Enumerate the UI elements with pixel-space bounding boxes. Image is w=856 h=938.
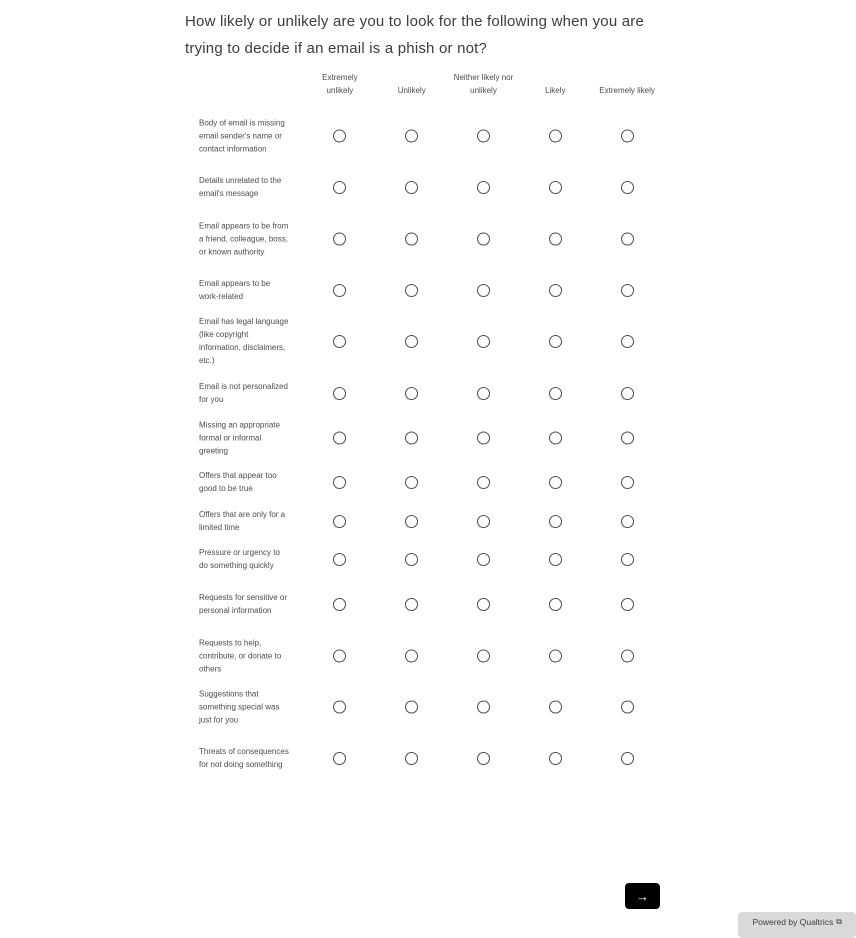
radio-cell[interactable]: [519, 328, 591, 354]
radio-cell[interactable]: [519, 643, 591, 669]
radio-cell[interactable]: [304, 469, 376, 495]
row-label: Requests for sensitive or personal information: [199, 593, 288, 615]
radio-button-icon[interactable]: [621, 335, 634, 348]
radio-button-icon[interactable]: [405, 233, 418, 246]
external-link-icon: ⧉: [836, 917, 842, 926]
radio-cell[interactable]: [591, 328, 663, 354]
radio-cell[interactable]: [448, 546, 520, 572]
column-header-unlikely: Unlikely: [397, 86, 426, 95]
radio-button-icon[interactable]: [477, 387, 490, 400]
radio-button-icon[interactable]: [549, 233, 562, 246]
radio-cell[interactable]: [591, 745, 663, 771]
radio-cell[interactable]: [304, 380, 376, 406]
radio-button-icon[interactable]: [621, 752, 634, 765]
next-button[interactable]: [625, 883, 660, 909]
row-label: Missing an appropriate formal or informal greeting: [199, 420, 280, 456]
column-header-extremely-unlikely: Extremely unlikely: [322, 73, 358, 95]
radio-button-icon[interactable]: [621, 181, 634, 194]
radio-cell[interactable]: [304, 328, 376, 354]
radio-button-icon[interactable]: [549, 130, 562, 143]
radio-cell[interactable]: [519, 508, 591, 534]
radio-button-icon[interactable]: [333, 233, 346, 246]
radio-cell[interactable]: [591, 277, 663, 303]
column-header-likely: Likely: [545, 86, 566, 95]
radio-cell[interactable]: [376, 277, 448, 303]
radio-cell[interactable]: [591, 546, 663, 572]
row-label: Offers that appear too good to be true: [199, 471, 277, 493]
radio-cell[interactable]: [304, 508, 376, 534]
radio-button-icon[interactable]: [477, 515, 490, 528]
matrix-row: [199, 508, 663, 534]
radio-button-icon[interactable]: [477, 650, 490, 663]
radio-cell[interactable]: [519, 745, 591, 771]
radio-cell[interactable]: [591, 469, 663, 495]
row-label: Email appears to be work-related: [199, 279, 271, 301]
radio-button-icon[interactable]: [333, 284, 346, 297]
radio-cell[interactable]: [376, 226, 448, 252]
radio-button-icon[interactable]: [405, 284, 418, 297]
radio-cell[interactable]: [519, 277, 591, 303]
radio-cell[interactable]: [448, 277, 520, 303]
radio-cell[interactable]: [519, 174, 591, 200]
matrix-row: [199, 637, 663, 676]
radio-cell[interactable]: [448, 591, 520, 617]
radio-button-icon[interactable]: [549, 335, 562, 348]
radio-cell[interactable]: [376, 380, 448, 406]
radio-button-icon[interactable]: [621, 553, 634, 566]
matrix-row: [199, 546, 663, 572]
radio-cell[interactable]: [591, 226, 663, 252]
radio-button-icon[interactable]: [333, 181, 346, 194]
matrix-row: [199, 745, 663, 771]
matrix-row: [199, 174, 663, 200]
radio-button-icon[interactable]: [549, 432, 562, 445]
radio-button-icon[interactable]: [621, 233, 634, 246]
radio-cell[interactable]: [448, 694, 520, 720]
radio-button-icon[interactable]: [621, 701, 634, 714]
radio-button-icon[interactable]: [405, 701, 418, 714]
radio-button-icon[interactable]: [477, 284, 490, 297]
radio-button-icon[interactable]: [333, 387, 346, 400]
powered-by-qualtrics-badge[interactable]: [738, 912, 856, 938]
radio-cell[interactable]: [448, 226, 520, 252]
radio-cell[interactable]: [448, 469, 520, 495]
radio-button-icon[interactable]: [405, 476, 418, 489]
radio-button-icon[interactable]: [549, 650, 562, 663]
matrix-row: [199, 220, 663, 259]
radio-button-icon[interactable]: [405, 387, 418, 400]
matrix-row: [199, 315, 663, 367]
column-header-extremely-likely: Extremely likely: [599, 86, 655, 95]
radio-cell[interactable]: [376, 174, 448, 200]
radio-cell[interactable]: [376, 643, 448, 669]
radio-cell[interactable]: [304, 591, 376, 617]
radio-cell[interactable]: [304, 226, 376, 252]
radio-cell[interactable]: [448, 328, 520, 354]
radio-button-icon[interactable]: [405, 598, 418, 611]
radio-cell[interactable]: [591, 425, 663, 451]
radio-button-icon[interactable]: [621, 650, 634, 663]
radio-button-icon[interactable]: [621, 432, 634, 445]
row-label: Pressure or urgency to do something quickly: [199, 548, 280, 570]
radio-button-icon[interactable]: [621, 476, 634, 489]
radio-button-icon[interactable]: [333, 335, 346, 348]
radio-cell[interactable]: [519, 591, 591, 617]
radio-button-icon[interactable]: [333, 701, 346, 714]
radio-button-icon[interactable]: [405, 130, 418, 143]
radio-button-icon[interactable]: [333, 553, 346, 566]
radio-button-icon[interactable]: [477, 233, 490, 246]
radio-button-icon[interactable]: [549, 598, 562, 611]
radio-button-icon[interactable]: [405, 650, 418, 663]
matrix-row: [199, 380, 663, 406]
radio-button-icon[interactable]: [477, 181, 490, 194]
radio-cell[interactable]: [519, 123, 591, 149]
arrow-right-icon: →: [636, 888, 649, 904]
radio-cell[interactable]: [519, 694, 591, 720]
radio-cell[interactable]: [448, 508, 520, 534]
column-header-neither: Neither likely nor unlikely: [453, 73, 514, 95]
radio-cell[interactable]: [304, 277, 376, 303]
radio-button-icon[interactable]: [405, 181, 418, 194]
radio-button-icon[interactable]: [333, 515, 346, 528]
radio-button-icon[interactable]: [621, 598, 634, 611]
radio-cell[interactable]: [519, 425, 591, 451]
matrix-header-row: [199, 70, 663, 97]
radio-cell[interactable]: [304, 425, 376, 451]
radio-cell[interactable]: [591, 643, 663, 669]
matrix-row: [199, 688, 663, 727]
row-label: Body of email is missing email sender's name or contact information: [199, 118, 285, 154]
row-label: Email has legal language (like copyright information, disclaimers, etc.): [199, 317, 289, 365]
radio-button-icon[interactable]: [549, 476, 562, 489]
radio-button-icon[interactable]: [621, 515, 634, 528]
radio-cell[interactable]: [591, 508, 663, 534]
row-label: Details unrelated to the email's message: [199, 176, 282, 198]
radio-cell[interactable]: [448, 745, 520, 771]
radio-button-icon[interactable]: [477, 432, 490, 445]
radio-button-icon[interactable]: [405, 515, 418, 528]
radio-button-icon[interactable]: [549, 553, 562, 566]
radio-cell[interactable]: [448, 123, 520, 149]
radio-button-icon[interactable]: [549, 181, 562, 194]
matrix-row: [199, 591, 663, 617]
radio-button-icon[interactable]: [549, 515, 562, 528]
radio-cell[interactable]: [519, 546, 591, 572]
radio-cell[interactable]: [376, 508, 448, 534]
radio-button-icon[interactable]: [477, 476, 490, 489]
radio-cell[interactable]: [448, 380, 520, 406]
radio-cell[interactable]: [304, 694, 376, 720]
row-label: Requests to help, contribute, or donate to others: [199, 638, 282, 674]
radio-cell[interactable]: [448, 174, 520, 200]
radio-cell[interactable]: [376, 123, 448, 149]
radio-button-icon[interactable]: [405, 432, 418, 445]
radio-cell[interactable]: [376, 469, 448, 495]
radio-button-icon[interactable]: [405, 553, 418, 566]
radio-cell[interactable]: [591, 174, 663, 200]
radio-button-icon[interactable]: [333, 752, 346, 765]
radio-cell[interactable]: [376, 328, 448, 354]
radio-button-icon[interactable]: [549, 752, 562, 765]
radio-button-icon[interactable]: [333, 650, 346, 663]
radio-cell[interactable]: [519, 469, 591, 495]
radio-cell[interactable]: [304, 546, 376, 572]
radio-cell[interactable]: [304, 123, 376, 149]
radio-button-icon[interactable]: [477, 130, 490, 143]
radio-cell[interactable]: [591, 694, 663, 720]
radio-button-icon[interactable]: [333, 476, 346, 489]
row-label: Email appears to be from a friend, colleague, boss, or known authority: [199, 221, 289, 257]
radio-cell[interactable]: [519, 226, 591, 252]
radio-button-icon[interactable]: [477, 553, 490, 566]
radio-cell[interactable]: [591, 123, 663, 149]
radio-cell[interactable]: [591, 380, 663, 406]
radio-button-icon[interactable]: [405, 335, 418, 348]
radio-cell[interactable]: [304, 174, 376, 200]
radio-button-icon[interactable]: [477, 335, 490, 348]
radio-cell[interactable]: [519, 380, 591, 406]
radio-cell[interactable]: [376, 546, 448, 572]
radio-button-icon[interactable]: [333, 598, 346, 611]
radio-cell[interactable]: [448, 643, 520, 669]
radio-cell[interactable]: [448, 425, 520, 451]
radio-button-icon[interactable]: [477, 701, 490, 714]
matrix-row: [199, 469, 663, 495]
row-label: Offers that are only for a limited time: [199, 510, 286, 532]
row-label: Suggestions that something special was just for you: [199, 689, 280, 725]
radio-button-icon[interactable]: [405, 752, 418, 765]
question-text: How likely or unlikely are you to look for the following when you are trying to decide if an email is a phish or not?: [185, 13, 645, 57]
matrix-row: [199, 419, 663, 458]
radio-button-icon[interactable]: [549, 387, 562, 400]
matrix-row: [199, 117, 663, 156]
row-label: Threats of consequences for not doing something: [199, 747, 289, 769]
row-label: Email is not personalized for you: [199, 382, 288, 404]
radio-button-icon[interactable]: [621, 387, 634, 400]
radio-button-icon[interactable]: [333, 130, 346, 143]
radio-cell[interactable]: [304, 643, 376, 669]
radio-button-icon[interactable]: [549, 284, 562, 297]
radio-button-icon[interactable]: [477, 598, 490, 611]
radio-cell[interactable]: [376, 591, 448, 617]
radio-button-icon[interactable]: [549, 701, 562, 714]
radio-button-icon[interactable]: [333, 432, 346, 445]
powered-by-label: Powered by Qualtrics: [752, 917, 834, 927]
radio-cell[interactable]: [376, 694, 448, 720]
radio-cell[interactable]: [304, 745, 376, 771]
radio-cell[interactable]: [376, 745, 448, 771]
matrix-row: [199, 277, 663, 303]
radio-button-icon[interactable]: [621, 284, 634, 297]
radio-cell[interactable]: [591, 591, 663, 617]
radio-button-icon[interactable]: [621, 130, 634, 143]
radio-cell[interactable]: [376, 425, 448, 451]
radio-button-icon[interactable]: [477, 752, 490, 765]
matrix-table: [199, 0, 663, 800]
